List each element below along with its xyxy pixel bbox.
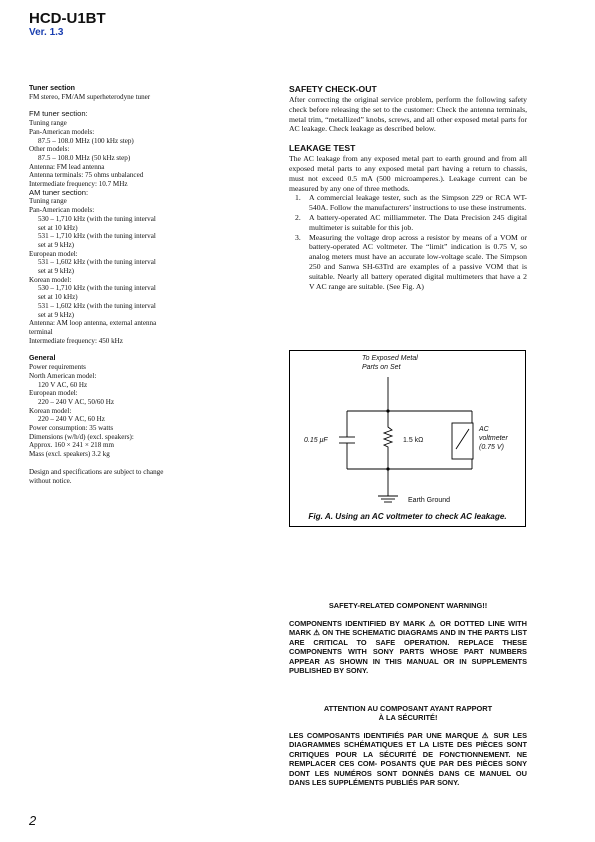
model-title: HCD-U1BT xyxy=(29,10,106,27)
top-label-1: To Exposed Metal xyxy=(362,355,418,362)
tuner-description: FM stereo, FM/AM superheterodyne tuner xyxy=(29,92,151,101)
spec-line: 530 – 1,710 kHz (with the tuning interval xyxy=(38,284,156,293)
spec-line: Tuning range xyxy=(29,197,67,206)
meter-label-3: (0.75 V) xyxy=(479,444,504,451)
spec-line: set at 10 kHz) xyxy=(38,223,78,232)
warning-fr-heading-2: À LA SÉCURITÉ! xyxy=(378,713,438,722)
junction-dot xyxy=(386,409,389,412)
spec-line: Approx. 160 × 241 × 218 mm xyxy=(29,441,115,450)
spec-line: set at 9 kHz) xyxy=(38,267,75,276)
spacer xyxy=(29,459,229,468)
top-label-2: Parts on Set xyxy=(362,364,401,371)
spec-line: Pan-American models: xyxy=(29,206,95,215)
spec-line: Tuning range xyxy=(29,119,67,128)
list-item xyxy=(289,233,527,292)
spec-line: Antenna terminals: 75 ohms unbalanced xyxy=(29,171,144,180)
leakage-method-list xyxy=(289,193,527,291)
tuner-section-heading: Tuner section xyxy=(29,84,75,92)
resistor-label: 1.5 kΩ xyxy=(403,437,424,444)
meter-box xyxy=(452,423,473,459)
spacer xyxy=(289,134,527,143)
safety-checkout-text: After correcting the original service problem, perform the following safety check before releasing the set to the customer: Check the antenna terminals, metal trim, “metallized” knobs, screws, and all other exposed metal parts for AC leakage. Check leakage as described below. xyxy=(289,95,527,134)
am-spec-list xyxy=(29,197,229,345)
am-tuner-heading: AM tuner section: xyxy=(29,187,89,197)
figure-caption: Fig. A. Using an AC voltmeter to check AC leakage. xyxy=(308,512,507,521)
warning-en-heading: SAFETY-RELATED COMPONENT WARNING!! xyxy=(328,601,488,610)
item-text: Measuring the voltage drop across a resistor by means of a VOM or battery-operated AC voltmeter. The “limit” indication is 0.75 V, so analog meters must have an accurate low-voltage scale. The Simpson 250 and Sanwa SH-63Trd are examples of a passive VOM that is suitable. Nearly all battery operated digital multimeters that have a 2 V AC range are suitable. (See Fig. A) xyxy=(309,232,527,291)
fm-tuner-heading: FM tuner section: xyxy=(29,109,88,119)
spec-line: 531 – 1,602 kHz (with the tuning interval xyxy=(38,301,156,310)
spec-line: Antenna: AM loop antenna, external antenna xyxy=(29,319,157,328)
item-text: A commercial leakage tester, such as the Simpson 229 or RCA WT-540A. Follow the manufacturers’ instructions to use these instruments. xyxy=(309,193,527,213)
page-number: 2 xyxy=(29,813,37,828)
safety-column xyxy=(289,84,527,291)
spec-line: Intermediate frequency: 10.7 MHz xyxy=(29,180,128,189)
safety-checkout-heading: SAFETY CHECK-OUT xyxy=(289,84,377,94)
spec-line: Intermediate frequency: 450 kHz xyxy=(29,336,123,345)
spacer xyxy=(289,723,527,731)
figure-a xyxy=(289,350,526,527)
item-number: 1. xyxy=(295,193,301,203)
spec-line: Antenna: FM lead antenna xyxy=(29,162,105,171)
item-number: 3. xyxy=(295,232,301,242)
leakage-test-heading: LEAKAGE TEST xyxy=(289,143,356,154)
spec-line: European model: xyxy=(29,249,78,258)
spec-line: 87.5 – 108.0 MHz (50 kHz step) xyxy=(38,153,131,162)
spec-line: 531 – 1,710 kHz (with the tuning interval xyxy=(38,232,156,241)
spec-line: Korean model: xyxy=(29,275,72,284)
spec-line: Dimensions (w/h/d) (excl. speakers): xyxy=(29,432,134,441)
leakage-test-text: The AC leakage from any exposed metal part to earth ground and from all exposed metal parts to any exposed metal part having a return to chassis, must not exceed 0.5 mA (500 microamperes.). Leakage current can be measured by any one of three methods. xyxy=(289,154,527,193)
ground-label: Earth Ground xyxy=(408,497,451,504)
spec-line: terminal xyxy=(29,327,53,336)
warning-fr-text: LES COMPOSANTS IDENTIFIÉS PAR UNE MARQUE ⚠ SUR LES DIAGRAMMES SCHÉMATIQUES ET LA LISTE DES PIÈCES SONT CRITIQUES POUR LA SÉCURITÉ DE FONCTIONNEMENT. NE REMPLACER CES COM- POSANTS QUE PAR DES PIÈCES SONY DONT LES NUMÉROS SONT DONNÉS DANS CE MANUEL OU DANS LES SUPPLÉMENTS PUBLIÉS PAR SONY. xyxy=(289,730,527,787)
spec-line: 220 – 240 V AC, 50/60 Hz xyxy=(38,397,115,406)
meter-label-2: voltmeter xyxy=(479,435,508,442)
spec-line: Power consumption: 35 watts xyxy=(29,424,114,433)
fm-spec-list xyxy=(29,119,229,189)
spec-line: Other models: xyxy=(29,145,70,154)
item-text: A battery-operated AC milliammeter. The Data Precision 245 digital multimeter is suitable for this job. xyxy=(309,212,527,232)
spec-line: European model: xyxy=(29,389,78,398)
spec-line: 120 V AC, 60 Hz xyxy=(38,380,88,389)
capacitor-label: 0.15 μF xyxy=(304,437,328,444)
spec-line: 530 – 1,710 kHz (with the tuning interval xyxy=(38,214,156,223)
spec-line: 220 – 240 V AC, 60 Hz xyxy=(38,415,105,424)
spec-line: Korean model: xyxy=(29,406,72,415)
spec-line: 87.5 – 108.0 MHz (100 kHz step) xyxy=(38,136,134,145)
spacer xyxy=(289,676,527,704)
list-item xyxy=(289,193,527,213)
meter-label-1: AC xyxy=(479,426,489,433)
resistor-symbol xyxy=(384,411,392,469)
spec-line: Power requirements xyxy=(29,363,86,372)
item-number: 2. xyxy=(295,212,301,222)
spec-line: North American model: xyxy=(29,371,97,380)
spec-note-line: without notice. xyxy=(29,476,72,485)
spec-note-line: Design and specifications are subject to change xyxy=(29,467,164,476)
page-header xyxy=(29,10,106,38)
version-label: Ver. 1.3 xyxy=(29,27,64,38)
spec-line: Mass (excl. speakers) 3.2 kg xyxy=(29,450,110,459)
spec-line: 531 – 1,602 kHz (with the tuning interval xyxy=(38,258,156,267)
meter-needle xyxy=(456,429,469,449)
safety-warnings xyxy=(289,601,527,788)
general-heading: General xyxy=(29,354,56,363)
spec-line: set at 9 kHz) xyxy=(38,240,75,249)
spacer xyxy=(29,345,229,354)
spec-line: set at 9 kHz) xyxy=(38,310,75,319)
spacer xyxy=(289,611,527,619)
general-spec-list xyxy=(29,363,229,459)
spec-line: set at 10 kHz) xyxy=(38,293,78,302)
specifications-column xyxy=(29,84,229,485)
warning-en-text: COMPONENTS IDENTIFIED BY MARK ⚠ OR DOTTED LINE WITH MARK ⚠ ON THE SCHEMATIC DIAGRAMS AND IN THE PARTS LIST ARE CRITICAL TO SAFE OPERATION. REPLACE THESE COMPONENTS WITH SONY PARTS WHOSE PART NUMBERS APPEAR AS SHOWN IN THIS MANUAL OR IN SUPPLEMENTS PUBLISHED BY SONY. xyxy=(289,618,527,675)
list-item xyxy=(289,213,527,233)
spec-line: Pan-American models: xyxy=(29,127,95,136)
junction-dot xyxy=(386,467,389,470)
warning-fr-heading-1: ATTENTION AU COMPOSANT AYANT RAPPORT xyxy=(323,703,493,713)
